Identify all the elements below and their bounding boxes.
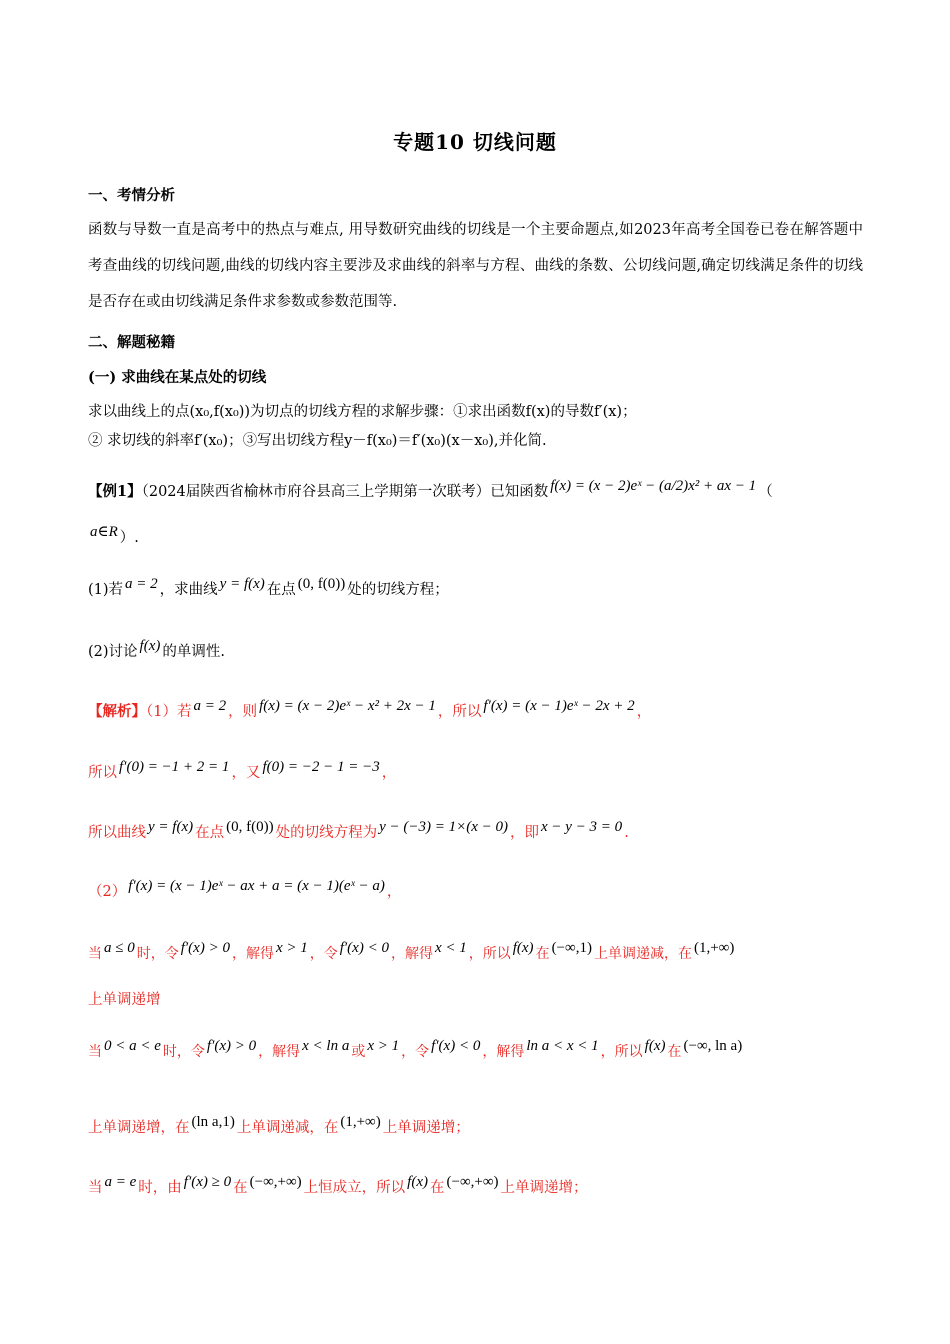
example-function: f(x) = (x − 2)eˣ − (a/2)x² + ax − 1	[550, 478, 757, 494]
solution-tag: 【解析】	[88, 703, 146, 720]
question-1: (1)若 a = 2 ，求曲线 y = f(x) 在点 (0, f(0)) 处的切线方程；	[88, 576, 449, 598]
step-line-1: 求以曲线上的点(x₀,f(x₀))为切点的切线方程的求解步骤：①求出函数f(x)的导数f′(x)；	[88, 404, 637, 420]
example-domain-line	[88, 522, 868, 548]
example-domain: a∈R	[90, 524, 118, 540]
section-heading-analysis: 一、考情分析	[88, 187, 175, 204]
solution-line-9: 当 a = e 时，由 f′(x) ≥ 0 在 (−∞,+∞) 上恒成立，所以 f(x) 在 (−∞,+∞) 上单调递增；	[88, 1174, 588, 1196]
example-statement	[88, 476, 868, 502]
analysis-paragraph: 函数与导数一直是高考中的热点与难点, 用导数研究曲线的切线是一个主要命题点,如2023年高考全国卷已卷在解答题中考查曲线的切线问题,曲线的切线内容主要涉及求曲线的斜率与方程、曲线的条数、公切线问题,确定切线满足条件的切线是否存在或由切线满足条件求参数或参数范围等.	[88, 222, 863, 310]
solution-line-5: 当 a ≤ 0 时，令 f′(x) > 0 ，解得 x > 1 ，令 f′(x) < 0 ，解得 x < 1 ，所以 f(x) 在 (−∞,1) 上单调递减，在 (1,+∞)	[88, 940, 735, 962]
solution-line-8: 上单调递增，在 (ln a,1) 上单调递减，在 (1,+∞) 上单调递增；	[88, 1114, 470, 1136]
question-2: (2)讨论 f(x) 的单调性.	[88, 638, 225, 660]
page-title: 专题10 切线问题	[393, 130, 557, 154]
example-source: （2024届陕西省榆林市府谷县高三上学期第一次联考）已知函数	[141, 484, 549, 500]
solution-line-7: 当 0 < a < e 时，令 f′(x) > 0 ，解得 x < ln a 或 x > 1 ，令 f′(x) < 0 ，解得 ln a < x < 1 ，所以 f(x) 在 (−∞, ln a)	[88, 1038, 743, 1060]
step-line-2: ② 求切线的斜率f′(x₀)；③写出切线方程y－f(x₀)＝f′(x₀)(x－x₀),并化简.	[88, 433, 547, 449]
solution-line-2: 所以 f′(0) = −1 + 2 = 1 ，又 f(0) = −2 − 1 = −3 ，	[88, 759, 397, 781]
solution-line-1: 【解析】（1）若 a = 2 ，则 f(x) = (x − 2)eˣ − x² + 2x − 1 ，所以 f′(x) = (x − 1)eˣ − 2x + 2 ，	[88, 698, 652, 720]
solution-line-4: （2） f′(x) = (x − 1)eˣ − ax + a = (x − 1)(eˣ − a) ，	[88, 878, 402, 900]
example-paren-open: （	[758, 484, 773, 500]
example-paren-close: ）.	[119, 530, 139, 546]
solution-line-3: 所以曲线 y = f(x) 在点 (0, f(0)) 处的切线方程为 y − (−3) = 1×(x − 0) ，即 x − y − 3 = 0 .	[88, 819, 629, 841]
example-tag: 【例1】	[88, 483, 142, 500]
section-heading-tips: 二、解题秘籍	[88, 334, 175, 351]
subsection-heading-1: (一) 求曲线在某点处的切线	[88, 369, 267, 386]
solution-line-6: 上单调递增	[88, 992, 161, 1008]
